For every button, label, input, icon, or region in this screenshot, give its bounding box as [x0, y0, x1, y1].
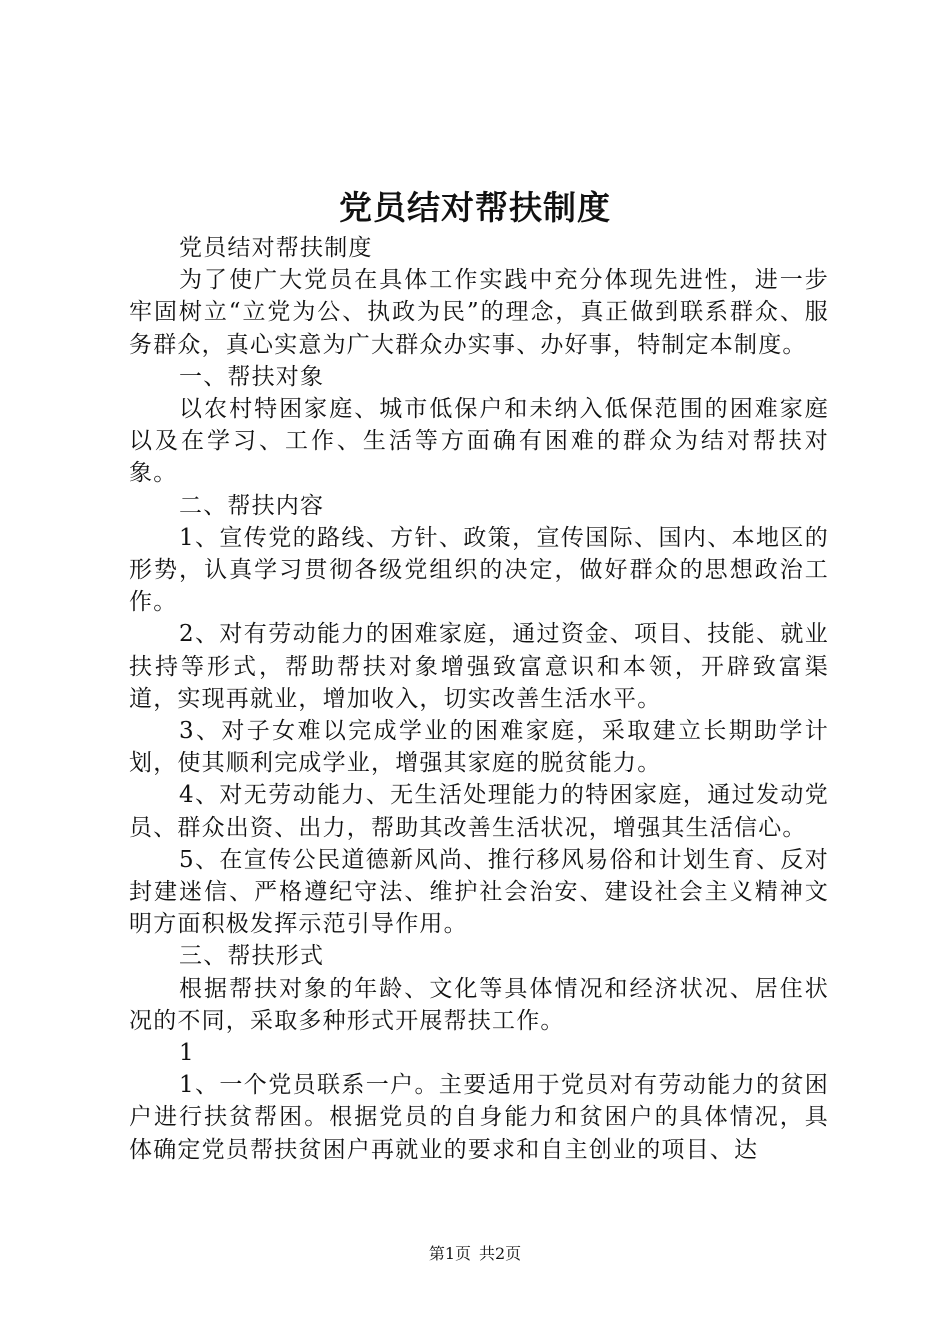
paragraph: 5、在宣传公民道德新风尚、推行移风易俗和计划生育、反对封建迷信、严格遵纪守法、维护社会治安、建设社会主义精神文明方面积极发挥示范引导作用。 [129, 846, 829, 938]
paragraph: 1 [179, 1040, 195, 1067]
paragraph: 1、宣传党的路线、方针、政策，宣传国际、国内、本地区的形势，认真学习贯彻各级党组织的决定，做好群众的思想政治工作。 [129, 524, 829, 616]
paragraph: 党员结对帮扶制度 [179, 235, 373, 261]
paragraph: 2、对有劳动能力的困难家庭，通过资金、项目、技能、就业扶持等形式，帮助帮扶对象增强致富意识和本领，开辟致富渠道，实现再就业，增加收入，切实改善生活水平。 [129, 621, 829, 712]
section-heading: 三、帮扶形式 [179, 943, 325, 970]
section-heading: 二、帮扶内容 [179, 492, 325, 519]
document-body [129, 232, 829, 1166]
paragraph: 4、对无劳动能力、无生活处理能力的特困家庭，通过发动党员、群众出资、出力，帮助其改善生活状况，增强其生活信心。 [129, 782, 829, 841]
paragraph: 根据帮扶对象的年龄、文化等具体情况和经济状况、居住状况的不同，采取多种形式开展帮扶工作。 [129, 975, 829, 1034]
section-heading: 一、帮扶对象 [179, 363, 325, 390]
paragraph: 为了使广大党员在具体工作实践中充分体现先进性，进一步牢固树立“立党为公、执政为民”的理念，真正做到联系群众、服务群众，真心实意为广大群众办实事、办好事，特制定本制度。 [129, 267, 829, 358]
paragraph: 以农村特困家庭、城市低保户和未纳入低保范围的困难家庭以及在学习、工作、生活等方面确有困难的群众为结对帮扶对象。 [129, 396, 829, 487]
page-number: 第1页 [428, 1244, 471, 1263]
page-total: 共2页 [479, 1244, 522, 1263]
paragraph: 1、一个党员联系一户。主要适用于党员对有劳动能力的贫困户进行扶贫帮困。根据党员的自身能力和贫困户的具体情况，具体确定党员帮扶贫困户再就业的要求和自主创业的项目、达 [129, 1072, 829, 1163]
page-footer [0, 1243, 950, 1265]
document-title: 党员结对帮扶制度 [339, 188, 611, 227]
paragraph: 3、对子女难以完成学业的困难家庭，采取建立长期助学计划，使其顺利完成学业，增强其家庭的脱贫能力。 [129, 718, 829, 777]
